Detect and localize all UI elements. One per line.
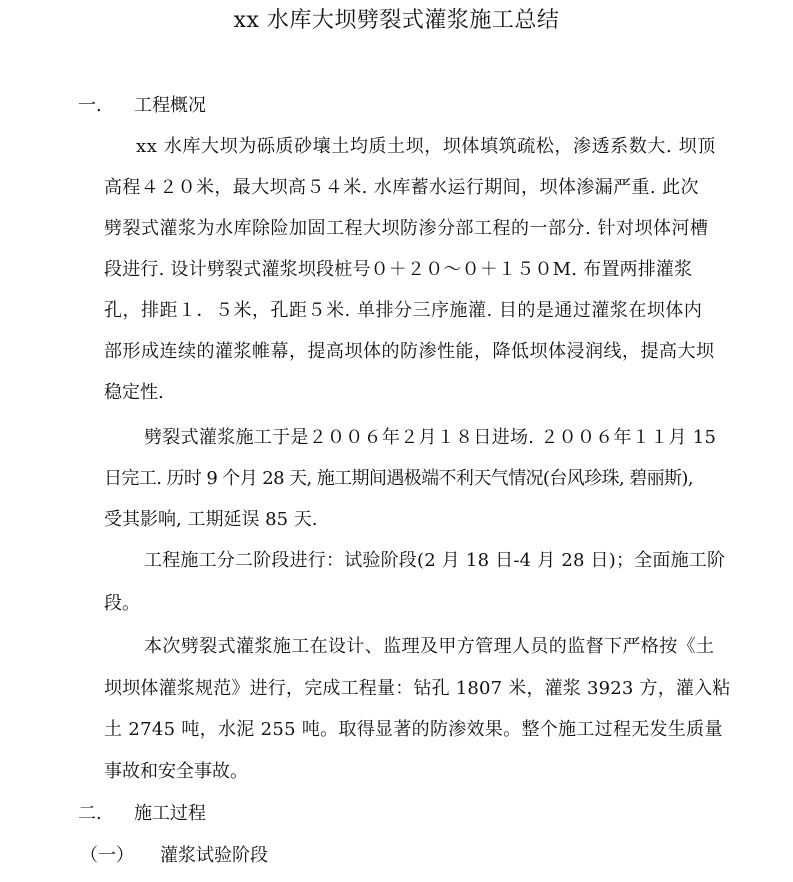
document-title: xx 水库大坝劈裂式灌浆施工总结: [233, 8, 560, 33]
paragraph-line: 高程４２０米，最大坝高５４米. 水库蓄水运行期间，坝体渗漏严重. 此次: [104, 177, 699, 198]
paragraph-line: 工程施工分二阶段进行：试验阶段(2 月 18 日-4 月 28 日)；全面施工阶: [144, 550, 726, 571]
subsection-number: （一）: [80, 845, 134, 866]
paragraph-line: 日完工. 历时 9 个月 28 天, 施工期间遇极端不利天气情况(台风珍珠, 碧丽斯),: [104, 468, 693, 489]
paragraph-line: 孔，排距１．５米，孔距５米. 单排分三序施灌. 目的是通过灌浆在坝体内: [104, 300, 703, 321]
paragraph-line: 受其影响, 工期延误 85 天.: [104, 509, 318, 530]
paragraph-line: 坝坝体灌浆规范》进行，完成工程量：钻孔 1807 米，灌浆 3923 方，灌入粘: [104, 678, 731, 699]
paragraph-line: 土 2745 吨，水泥 255 吨。取得显著的防渗效果。整个施工过程无发生质量: [104, 719, 723, 740]
paragraph-line: 部形成连续的灌浆帷幕，提高坝体的防渗性能，降低坝体浸润线，提高大坝: [104, 341, 715, 362]
section-title: 工程概况: [134, 95, 206, 116]
paragraph-line: 稳定性.: [104, 382, 164, 403]
subsection-title: 灌浆试验阶段: [160, 845, 268, 866]
paragraph-line: 劈裂式灌浆为水库除险加固工程大坝防渗分部工程的一部分. 针对坝体河槽: [104, 218, 709, 239]
paragraph-line: 段。: [104, 593, 140, 614]
paragraph-line: 事故和安全事故。: [104, 761, 248, 782]
paragraph-line: 本次劈裂式灌浆施工在设计、监理及甲方管理人员的监督下严格按《土: [144, 636, 715, 657]
section-title: 施工过程: [134, 803, 206, 824]
paragraph-line: xx 水库大坝为砾质砂壤土均质土坝，坝体填筑疏松，渗透系数大. 坝顶: [136, 136, 716, 157]
section-number: 一.: [78, 95, 102, 116]
section-number: 二.: [78, 803, 102, 824]
paragraph-line: 段进行. 设计劈裂式灌浆坝段桩号０＋２０～０＋１５０M. 布置两排灌浆: [104, 259, 693, 280]
paragraph-line: 劈裂式灌浆施工于是２００６年２月１８日进场. ２００６年１１月 15: [144, 427, 717, 448]
